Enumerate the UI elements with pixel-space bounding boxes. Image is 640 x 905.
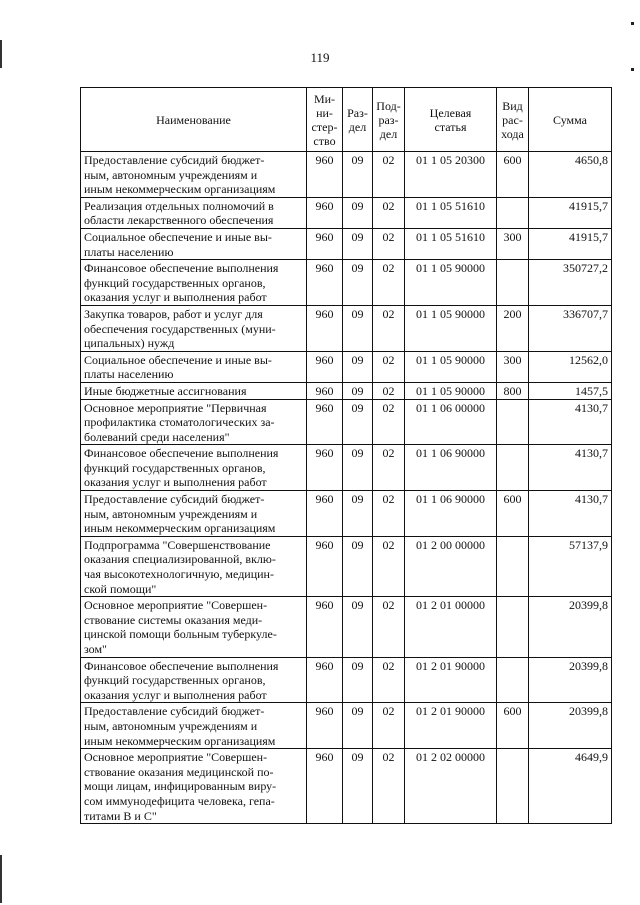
table-row — [81, 399, 612, 445]
cell-sum: 4649,9 — [529, 749, 612, 824]
cell-target: 01 1 06 90000 — [405, 445, 497, 491]
table-row — [81, 445, 612, 491]
cell-sum: 336707,7 — [529, 305, 612, 351]
header-ministry: Ми- ни- стер- ство — [307, 88, 343, 152]
cell-sum: 4130,7 — [529, 445, 612, 491]
cell-target: 01 2 00 00000 — [405, 536, 497, 596]
cell-target: 01 1 06 90000 — [405, 491, 497, 537]
cell-name: Социальное обеспечение и иные вы- платы населению — [81, 228, 307, 259]
table-row — [81, 382, 612, 399]
table-row — [81, 152, 612, 198]
cell-subsection: 02 — [373, 399, 405, 445]
cell-name: Основное мероприятие "Совершен- ствование системы оказания меди- цинской помощи больным туберкуле- зом" — [81, 597, 307, 657]
table-row — [81, 597, 612, 657]
table-header-row — [81, 88, 612, 152]
cell-sum: 1457,5 — [529, 382, 612, 399]
cell-name: Финансовое обеспечение выполнения функций государственных органов, оказания услуг и выполнения работ — [81, 445, 307, 491]
cell-name: Социальное обеспечение и иные вы- платы населению — [81, 351, 307, 382]
cell-sum: 350727,2 — [529, 260, 612, 306]
cell-name: Подпрограмма "Совершенствование оказания специализированной, вклю- чая высокотехнологичную, медицин- ской помощи" — [81, 536, 307, 596]
cell-subsection: 02 — [373, 351, 405, 382]
cell-name: Предоставление субсидий бюджет- ным, автономным учреждениям и иным некоммерческим организациям — [81, 703, 307, 749]
cell-sum: 20399,8 — [529, 703, 612, 749]
cell-expense-type — [497, 597, 529, 657]
header-target: Целевая статья — [405, 88, 497, 152]
cell-name: Предоставление субсидий бюджет- ным, автономным учреждениям и иным некоммерческим организациям — [81, 152, 307, 198]
cell-section: 09 — [343, 597, 373, 657]
cell-target: 01 1 05 90000 — [405, 382, 497, 399]
table-row — [81, 351, 612, 382]
cell-sum: 20399,8 — [529, 657, 612, 703]
cell-expense-type: 600 — [497, 703, 529, 749]
cell-sum: 4130,7 — [529, 491, 612, 537]
cell-target: 01 2 01 90000 — [405, 657, 497, 703]
cell-name: Закупка товаров, работ и услуг для обеспечения государственных (муни- ципальных) нужд — [81, 305, 307, 351]
scan-mark-middle — [631, 68, 634, 71]
cell-ministry: 960 — [307, 152, 343, 198]
cell-subsection: 02 — [373, 197, 405, 228]
cell-subsection: 02 — [373, 749, 405, 824]
cell-section: 09 — [343, 228, 373, 259]
cell-section: 09 — [343, 703, 373, 749]
cell-ministry: 960 — [307, 597, 343, 657]
cell-subsection: 02 — [373, 382, 405, 399]
cell-name: Основное мероприятие "Первичная профилактика стоматологических за- болеваний среди населения" — [81, 399, 307, 445]
cell-ministry: 960 — [307, 382, 343, 399]
cell-subsection: 02 — [373, 305, 405, 351]
cell-ministry: 960 — [307, 351, 343, 382]
cell-ministry: 960 — [307, 305, 343, 351]
table-row — [81, 703, 612, 749]
cell-ministry: 960 — [307, 703, 343, 749]
cell-name: Финансовое обеспечение выполнения функций государственных органов, оказания услуг и выполнения работ — [81, 260, 307, 306]
cell-sum: 57137,9 — [529, 536, 612, 596]
cell-section: 09 — [343, 749, 373, 824]
cell-target: 01 1 05 51610 — [405, 197, 497, 228]
cell-expense-type: 300 — [497, 351, 529, 382]
cell-name: Реализация отдельных полномочий в области лекарственного обеспечения — [81, 197, 307, 228]
table-row — [81, 228, 612, 259]
cell-name: Предоставление субсидий бюджет- ным, автономным учреждениям и иным некоммерческим организациям — [81, 491, 307, 537]
cell-target: 01 1 06 00000 — [405, 399, 497, 445]
cell-name: Иные бюджетные ассигнования — [81, 382, 307, 399]
table-row — [81, 305, 612, 351]
cell-target: 01 1 05 90000 — [405, 351, 497, 382]
cell-subsection: 02 — [373, 228, 405, 259]
cell-sum: 20399,8 — [529, 597, 612, 657]
header-name: Наименование — [81, 88, 307, 152]
cell-section: 09 — [343, 260, 373, 306]
cell-ministry: 960 — [307, 491, 343, 537]
page-number: 119 — [310, 50, 330, 65]
scan-edge-bottom — [0, 855, 2, 903]
cell-ministry: 960 — [307, 197, 343, 228]
cell-target: 01 1 05 90000 — [405, 260, 497, 306]
cell-subsection: 02 — [373, 491, 405, 537]
cell-section: 09 — [343, 382, 373, 399]
cell-expense-type: 300 — [497, 228, 529, 259]
cell-expense-type — [497, 536, 529, 596]
cell-sum: 41915,7 — [529, 197, 612, 228]
cell-target: 01 1 05 90000 — [405, 305, 497, 351]
cell-ministry: 960 — [307, 445, 343, 491]
cell-sum: 4130,7 — [529, 399, 612, 445]
cell-expense-type — [497, 260, 529, 306]
table-row — [81, 536, 612, 596]
table-row — [81, 491, 612, 537]
scan-mark-top — [631, 22, 634, 25]
cell-subsection: 02 — [373, 657, 405, 703]
cell-subsection: 02 — [373, 152, 405, 198]
cell-target: 01 2 02 00000 — [405, 749, 497, 824]
cell-section: 09 — [343, 536, 373, 596]
table-row — [81, 260, 612, 306]
cell-name: Основное мероприятие "Совершен- ствование оказания медицинской по- мощи лицам, инфицированным виру- сом иммунодефицита человека, гепа- титами В и С" — [81, 749, 307, 824]
cell-section: 09 — [343, 657, 373, 703]
cell-expense-type: 600 — [497, 152, 529, 198]
cell-target: 01 2 01 90000 — [405, 703, 497, 749]
cell-section: 09 — [343, 305, 373, 351]
cell-expense-type — [497, 197, 529, 228]
cell-target: 01 2 01 00000 — [405, 597, 497, 657]
cell-subsection: 02 — [373, 597, 405, 657]
cell-expense-type — [497, 657, 529, 703]
cell-name: Финансовое обеспечение выполнения функций государственных органов, оказания услуг и выполнения работ — [81, 657, 307, 703]
cell-sum: 12562,0 — [529, 351, 612, 382]
cell-subsection: 02 — [373, 703, 405, 749]
cell-expense-type: 200 — [497, 305, 529, 351]
cell-ministry: 960 — [307, 749, 343, 824]
cell-subsection: 02 — [373, 536, 405, 596]
cell-subsection: 02 — [373, 260, 405, 306]
cell-target: 01 1 05 51610 — [405, 228, 497, 259]
cell-expense-type — [497, 399, 529, 445]
cell-section: 09 — [343, 351, 373, 382]
header-expense-type: Вид рас- хода — [497, 88, 529, 152]
header-sum: Сумма — [529, 88, 612, 152]
cell-ministry: 960 — [307, 399, 343, 445]
cell-ministry: 960 — [307, 228, 343, 259]
cell-section: 09 — [343, 445, 373, 491]
header-subsection: Под- раз- дел — [373, 88, 405, 152]
cell-expense-type: 600 — [497, 491, 529, 537]
cell-target: 01 1 05 20300 — [405, 152, 497, 198]
cell-expense-type — [497, 749, 529, 824]
cell-ministry: 960 — [307, 260, 343, 306]
cell-subsection: 02 — [373, 445, 405, 491]
budget-table — [80, 87, 612, 824]
table-row — [81, 197, 612, 228]
cell-sum: 41915,7 — [529, 228, 612, 259]
cell-sum: 4650,8 — [529, 152, 612, 198]
cell-expense-type — [497, 445, 529, 491]
table-row — [81, 749, 612, 824]
cell-expense-type: 800 — [497, 382, 529, 399]
table-row — [81, 657, 612, 703]
cell-ministry: 960 — [307, 536, 343, 596]
cell-section: 09 — [343, 491, 373, 537]
cell-section: 09 — [343, 399, 373, 445]
header-section: Раз- дел — [343, 88, 373, 152]
cell-section: 09 — [343, 197, 373, 228]
cell-section: 09 — [343, 152, 373, 198]
cell-ministry: 960 — [307, 657, 343, 703]
